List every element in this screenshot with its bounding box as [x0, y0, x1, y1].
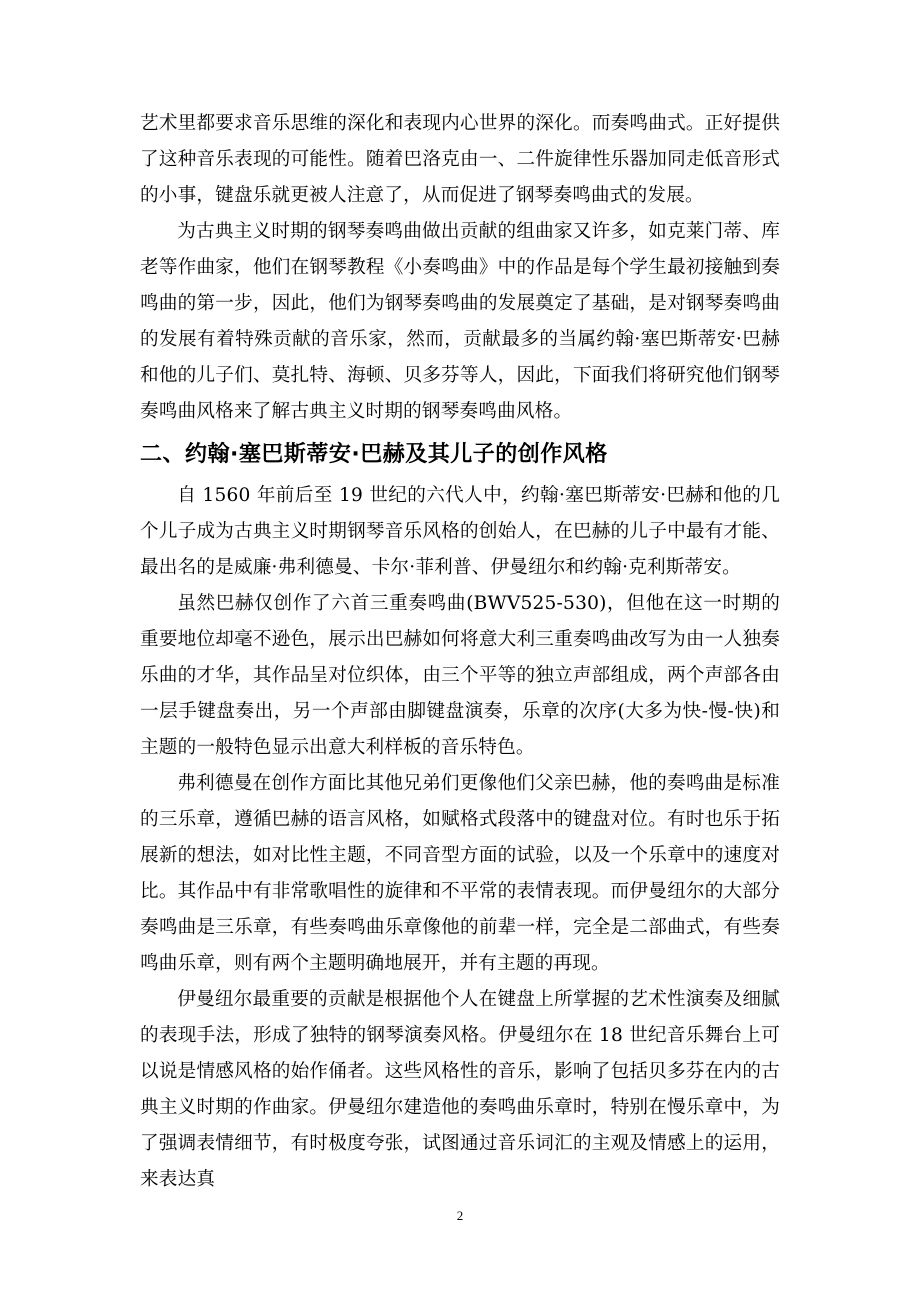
- paragraph-bach-family: 自 1560 年前后至 19 世纪的六代人中，约翰·塞巴斯蒂安·巴赫和他的几个儿子成为古典主义时期钢琴音乐风格的创始人，在巴赫的儿子中最有才能、最出名的是威廉·弗利德曼、卡尔·菲利普、伊曼纽尔和约翰·克利斯蒂安。: [140, 485, 780, 578]
- section-heading: 二、约翰·塞巴斯蒂安·巴赫及其儿子的创作风格: [140, 442, 608, 467]
- paragraph-contributors: 为古典主义时期的钢琴奏鸣曲做出贡献的组曲家又许多，如克莱门蒂、库老等作曲家，他们在钢琴教程《小奏鸣曲》中的作品是每个学生最初接触到奏鸣曲的第一步，因此，他们为钢琴奏鸣曲的发展奠定了基础，是对钢琴奏鸣曲的发展有着特殊贡献的音乐家，然而，贡献最多的当属约翰·塞巴斯蒂安·巴赫和他的儿子们、莫扎特、海顿、贝多芬等人，因此，下面我们将研究他们钢琴奏鸣曲风格来了解古典主义时期的钢琴奏鸣曲风格。: [140, 221, 780, 422]
- paragraph-trio-sonatas: 虽然巴赫仅创作了六首三重奏鸣曲(BWV525-530)，但他在这一时期的重要地位却毫不逊色，展示出巴赫如何将意大利三重奏鸣曲改写为由一人独奏乐曲的才华，其作品呈对位织体，由三个平等的独立声部组成，两个声部各由一层手键盘奏出，另一个声部由脚键盘演奏，乐章的次序(大多为快-慢-快)和主题的一般特色显示出意大利样板的音乐特色。: [140, 593, 780, 758]
- paragraph-emanuel: 伊曼纽尔最重要的贡献是根据他个人在键盘上所掌握的艺术性演奏及细腻的表现手法，形成了独特的钢琴演奏风格。伊曼纽尔在 18 世纪音乐舞台上可以说是情感风格的始作俑者。这些风格性的音乐，影响了包括贝多芬在内的古典主义时期的作曲家。伊曼纽尔建造他的奏鸣曲乐章时，特别在慢乐章中，为了强调表情细节，有时极度夸张，试图通过音乐词汇的主观及情感上的运用，来表达真: [140, 989, 780, 1190]
- page-number: 2: [456, 1208, 464, 1223]
- page-body: [140, 106, 780, 1198]
- paragraph-continuation: 艺术里都要求音乐思维的深化和表现内心世界的深化。而奏鸣曲式。正好提供了这种音乐表现的可能性。随着巴洛克由一、二件旋律性乐器加同走低音形式的小事，键盘乐就更被人注意了，从而促进了钢琴奏鸣曲式的发展。: [140, 113, 780, 206]
- paragraph-friedemann: 弗利德曼在创作方面比其他兄弟们更像他们父亲巴赫，他的奏鸣曲是标准的三乐章，遵循巴赫的语言风格，如赋格式段落中的键盘对位。有时也乐于拓展新的想法，如对比性主题，不同音型方面的试验，以及一个乐章中的速度对比。其作品中有非常歌唱性的旋律和不平常的表情表现。而伊曼纽尔的大部分奏鸣曲是三乐章，有些奏鸣曲乐章像他的前辈一样，完全是二部曲式，有些奏鸣曲乐章，则有两个主题明确地展开，并有主题的再现。: [140, 773, 780, 974]
